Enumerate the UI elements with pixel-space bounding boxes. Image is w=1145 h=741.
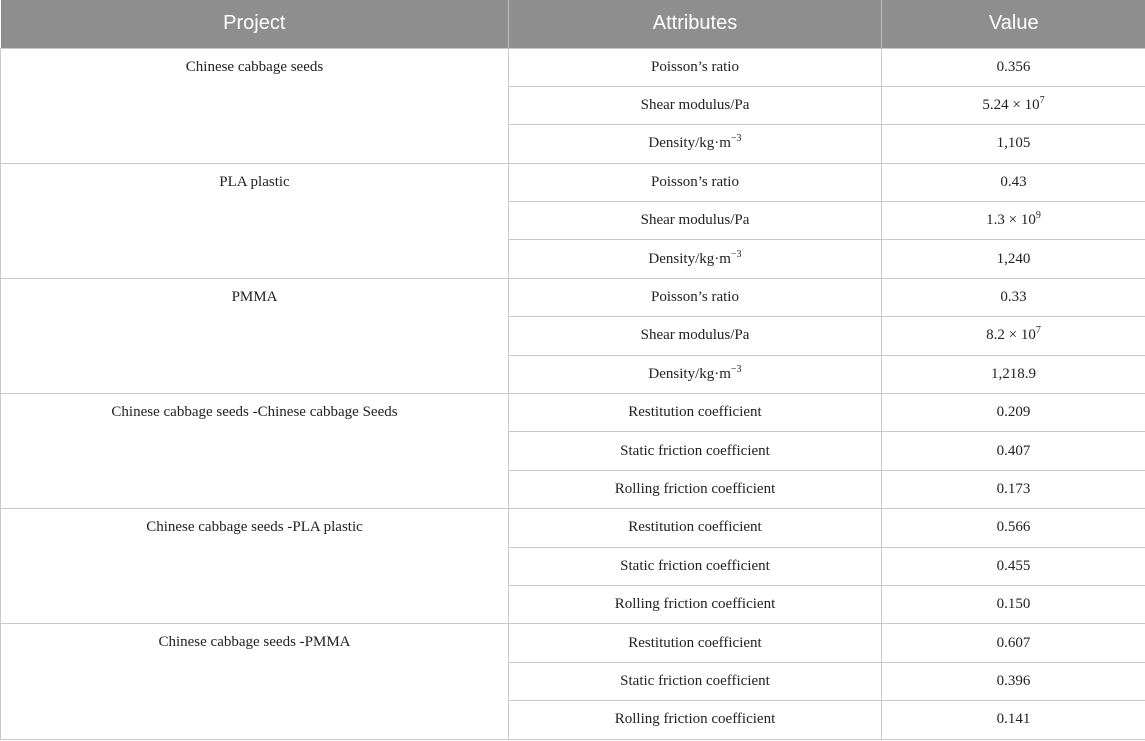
attribute-cell bbox=[509, 624, 882, 662]
value-text: 0.455 bbox=[996, 557, 1031, 574]
value-exponent: 7 bbox=[1035, 325, 1041, 337]
value-cell bbox=[882, 317, 1145, 355]
value-text: 0.209 bbox=[996, 404, 1031, 421]
table-body bbox=[1, 48, 1145, 739]
value-text: 0.173 bbox=[996, 480, 1031, 497]
attribute-cell bbox=[509, 585, 882, 623]
attribute-text: Density/kg·m bbox=[648, 250, 731, 267]
attribute-text: Density/kg·m bbox=[648, 365, 731, 382]
attribute-cell bbox=[509, 394, 882, 432]
attribute-cell bbox=[509, 163, 882, 201]
attribute-cell bbox=[509, 202, 882, 240]
project-cell: Chinese cabbage seeds -PMMA bbox=[1, 624, 509, 739]
table-row bbox=[1, 509, 1145, 547]
value-exponent: 7 bbox=[1039, 95, 1045, 107]
header-row bbox=[1, 0, 1145, 48]
value-text: 0.33 bbox=[1000, 289, 1027, 306]
attribute-cell bbox=[509, 547, 882, 585]
attribute-text: Rolling friction coefficient bbox=[614, 480, 776, 497]
attribute-cell bbox=[509, 355, 882, 393]
value-cell bbox=[882, 394, 1145, 432]
table-row bbox=[1, 278, 1145, 316]
value-cell bbox=[882, 355, 1145, 393]
header-attributes: Attributes bbox=[509, 0, 882, 48]
value-text: 1,240 bbox=[996, 250, 1031, 267]
attribute-cell bbox=[509, 701, 882, 739]
attribute-text: Poisson’s ratio bbox=[651, 173, 739, 190]
attribute-text: Rolling friction coefficient bbox=[614, 711, 776, 728]
header-value: Value bbox=[882, 0, 1145, 48]
attribute-cell bbox=[509, 48, 882, 86]
attribute-cell bbox=[509, 509, 882, 547]
value-exponent: 9 bbox=[1035, 210, 1041, 222]
attribute-exponent: −3 bbox=[730, 248, 742, 260]
value-text: 5.24 × 10 bbox=[982, 97, 1040, 114]
attribute-text: Static friction coefficient bbox=[620, 557, 770, 574]
project-cell: Chinese cabbage seeds bbox=[1, 48, 509, 163]
value-text: 0.356 bbox=[996, 58, 1031, 75]
attribute-text: Shear modulus/Pa bbox=[640, 212, 750, 229]
attribute-text: Restitution coefficient bbox=[628, 519, 762, 536]
attribute-text: Static friction coefficient bbox=[620, 442, 770, 459]
table-header bbox=[1, 0, 1145, 48]
value-text: 0.566 bbox=[996, 519, 1031, 536]
value-cell bbox=[882, 624, 1145, 662]
attribute-cell bbox=[509, 125, 882, 163]
attribute-exponent: −3 bbox=[730, 363, 742, 375]
attribute-cell bbox=[509, 432, 882, 470]
attribute-text: Restitution coefficient bbox=[628, 404, 762, 421]
attribute-text: Density/kg·m bbox=[648, 135, 731, 152]
project-cell: Chinese cabbage seeds -Chinese cabbage Seeds bbox=[1, 394, 509, 509]
value-cell bbox=[882, 701, 1145, 739]
value-cell bbox=[882, 86, 1145, 124]
value-cell bbox=[882, 509, 1145, 547]
value-text: 0.396 bbox=[996, 672, 1031, 689]
table-row bbox=[1, 163, 1145, 201]
table-row bbox=[1, 48, 1145, 86]
value-text: 8.2 × 10 bbox=[986, 327, 1036, 344]
project-cell: Chinese cabbage seeds -PLA plastic bbox=[1, 509, 509, 624]
value-cell bbox=[882, 278, 1145, 316]
value-text: 0.43 bbox=[1000, 173, 1027, 190]
project-cell: PMMA bbox=[1, 278, 509, 393]
attribute-cell bbox=[509, 662, 882, 700]
value-cell bbox=[882, 662, 1145, 700]
attribute-cell bbox=[509, 278, 882, 316]
attribute-text: Rolling friction coefficient bbox=[614, 596, 776, 613]
value-cell bbox=[882, 202, 1145, 240]
table-row bbox=[1, 394, 1145, 432]
attribute-cell bbox=[509, 470, 882, 508]
attribute-text: Poisson’s ratio bbox=[651, 58, 739, 75]
attribute-text: Restitution coefficient bbox=[628, 634, 762, 651]
value-text: 0.150 bbox=[996, 596, 1031, 613]
value-text: 0.407 bbox=[996, 442, 1031, 459]
value-cell bbox=[882, 470, 1145, 508]
value-cell bbox=[882, 585, 1145, 623]
attribute-text: Poisson’s ratio bbox=[651, 289, 739, 306]
value-cell bbox=[882, 163, 1145, 201]
value-cell bbox=[882, 432, 1145, 470]
attribute-cell bbox=[509, 317, 882, 355]
value-text: 0.607 bbox=[996, 634, 1031, 651]
value-cell bbox=[882, 240, 1145, 278]
attribute-cell bbox=[509, 86, 882, 124]
attribute-text: Shear modulus/Pa bbox=[640, 327, 750, 344]
attribute-text: Static friction coefficient bbox=[620, 672, 770, 689]
project-cell: PLA plastic bbox=[1, 163, 509, 278]
header-project: Project bbox=[1, 0, 509, 48]
value-cell bbox=[882, 547, 1145, 585]
value-text: 1,105 bbox=[996, 135, 1031, 152]
table-row bbox=[1, 624, 1145, 662]
attribute-cell bbox=[509, 240, 882, 278]
attribute-exponent: −3 bbox=[730, 133, 742, 145]
attribute-text: Shear modulus/Pa bbox=[640, 97, 750, 114]
value-cell bbox=[882, 125, 1145, 163]
value-cell bbox=[882, 48, 1145, 86]
value-text: 1.3 × 10 bbox=[986, 212, 1036, 229]
value-text: 0.141 bbox=[996, 711, 1031, 728]
value-text: 1,218.9 bbox=[991, 365, 1036, 382]
